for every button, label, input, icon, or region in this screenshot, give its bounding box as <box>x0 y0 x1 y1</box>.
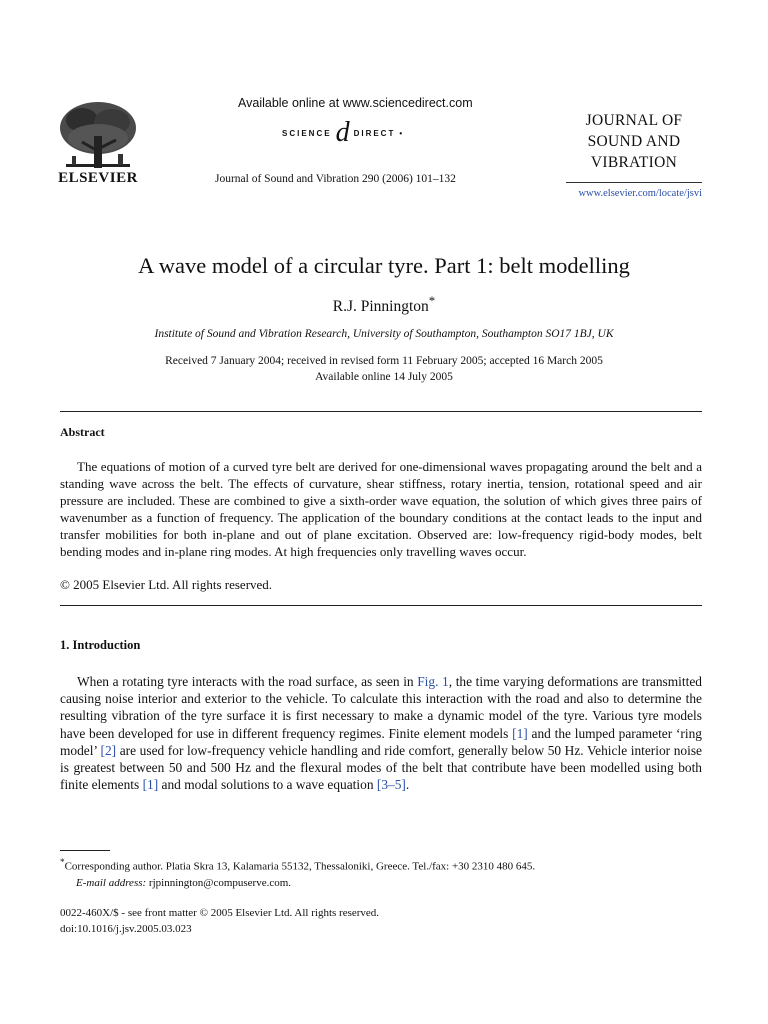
journal-name-block <box>566 110 702 199</box>
doi-line[interactable]: doi:10.1016/j.jsv.2005.03.023 <box>60 923 192 935</box>
footnote-rule <box>60 850 110 851</box>
intro-text: , the time varying deformations are transmitted causing noise interior and exterior to the vehicle. To calculate this interaction with the road and also to determine the resulting vibration of the tyre surface it is first necessary to make a dynamic model of the tyre. Various tyre models have been developed for use in different frequency regimes. Finite element models <box>60 674 702 741</box>
publisher-name: ELSEVIER <box>58 170 138 186</box>
sd-left: SCIENCE <box>282 128 332 138</box>
journal-name-line: JOURNAL OF <box>585 112 683 129</box>
journal-name-line: VIBRATION <box>590 154 678 171</box>
intro-text: and the lumped parameter ‘ring model’ <box>60 725 702 758</box>
email-address[interactable]: rjpinnington@compuserve.com. <box>146 876 292 889</box>
reference-link[interactable]: [1] <box>512 725 528 741</box>
email-line <box>60 875 720 891</box>
footnote <box>60 854 720 891</box>
dates-block <box>0 353 768 385</box>
reference-link[interactable]: [3–5] <box>376 777 406 793</box>
affiliation: Institute of Sound and Vibration Research, University of Southampton, Southampton SO17 1BJ, UK <box>154 328 614 340</box>
paper-title: A wave model of a circular tyre. Part 1: belt modelling <box>138 253 630 278</box>
corresponding-author-note <box>60 854 720 875</box>
journal-url-link[interactable]: www.elsevier.com/locate/jsvi <box>578 188 702 199</box>
journal-reference: Journal of Sound and Vibration 290 (2006) 101–132 <box>215 173 456 185</box>
section-heading: 1. Introduction <box>60 638 141 652</box>
intro-text: and modal solutions to a wave equation <box>158 777 377 793</box>
abstract-copyright: © 2005 Elsevier Ltd. All rights reserved. <box>60 577 273 592</box>
journal-name-line: SOUND AND <box>587 133 681 150</box>
sciencedirect-logo <box>282 118 404 148</box>
intro-text: When a rotating tyre interacts with the road surface, as seen in <box>77 674 418 689</box>
available-date: Available online 14 July 2005 <box>315 371 453 383</box>
footnote-mark: * <box>60 857 65 867</box>
figure-link[interactable]: Fig. 1 <box>417 674 449 689</box>
available-online-text: Available online at www.sciencedirect.com <box>238 96 473 110</box>
reference-link[interactable]: [2] <box>100 742 117 758</box>
author-line <box>0 293 768 316</box>
email-label: E-mail address: <box>76 876 147 889</box>
author-footnote-mark[interactable]: * <box>428 293 436 308</box>
intro-text: . <box>405 777 410 793</box>
received-dates: Received 7 January 2004; received in revised form 11 February 2005; accepted 16 March 2005 <box>165 355 603 367</box>
top-divider <box>60 411 702 412</box>
sd-at-mark: d <box>335 117 350 148</box>
author-name: R.J. Pinnington <box>332 298 429 316</box>
abstract-heading: Abstract <box>60 425 105 439</box>
corresponding-text: Corresponding author. Platia Skra 13, Kalamaria 55132, Thessaloniki, Greece. Tel./fax: +30 2310 480 645. <box>64 860 536 873</box>
journal-rule <box>566 182 702 183</box>
bottom-divider <box>60 605 702 606</box>
introduction-paragraph <box>60 673 702 793</box>
issn-line: 0022-460X/$ - see front matter © 2005 Elsevier Ltd. All rights reserved. <box>60 907 380 919</box>
intro-text: are used for low-frequency vehicle handling and ride comfort, generally below 50 Hz. Vehicle interior noise is greatest between 50 and 500 Hz and the flexural modes of the belt that contribute have been modelled using both finite elements <box>60 742 702 793</box>
sd-dot: • <box>399 128 405 138</box>
front-matter <box>60 905 379 937</box>
journal-name <box>566 110 702 173</box>
sd-right: DIRECT <box>353 128 396 138</box>
abstract-body: The equations of motion of a curved tyre belt are derived for one-dimensional waves propagating around the belt and a standing wave across the belt. The effects of curvature, shear stiffness, rotary inertia, tension, rotational speed and air pressure are included. These are combined to give a sixth-order wave equation, the solution of which gives three pairs of wavenumber as a function of frequency. The application of the boundary conditions at the contact leads to the input and transfer mobilities for both in-plane and out of plane excitation. Observed are: low-frequency rigid-body modes, belt bending modes and in-plane ring modes. At high frequencies only travelling waves occur. <box>60 459 702 559</box>
reference-link[interactable]: [1] <box>142 777 159 793</box>
